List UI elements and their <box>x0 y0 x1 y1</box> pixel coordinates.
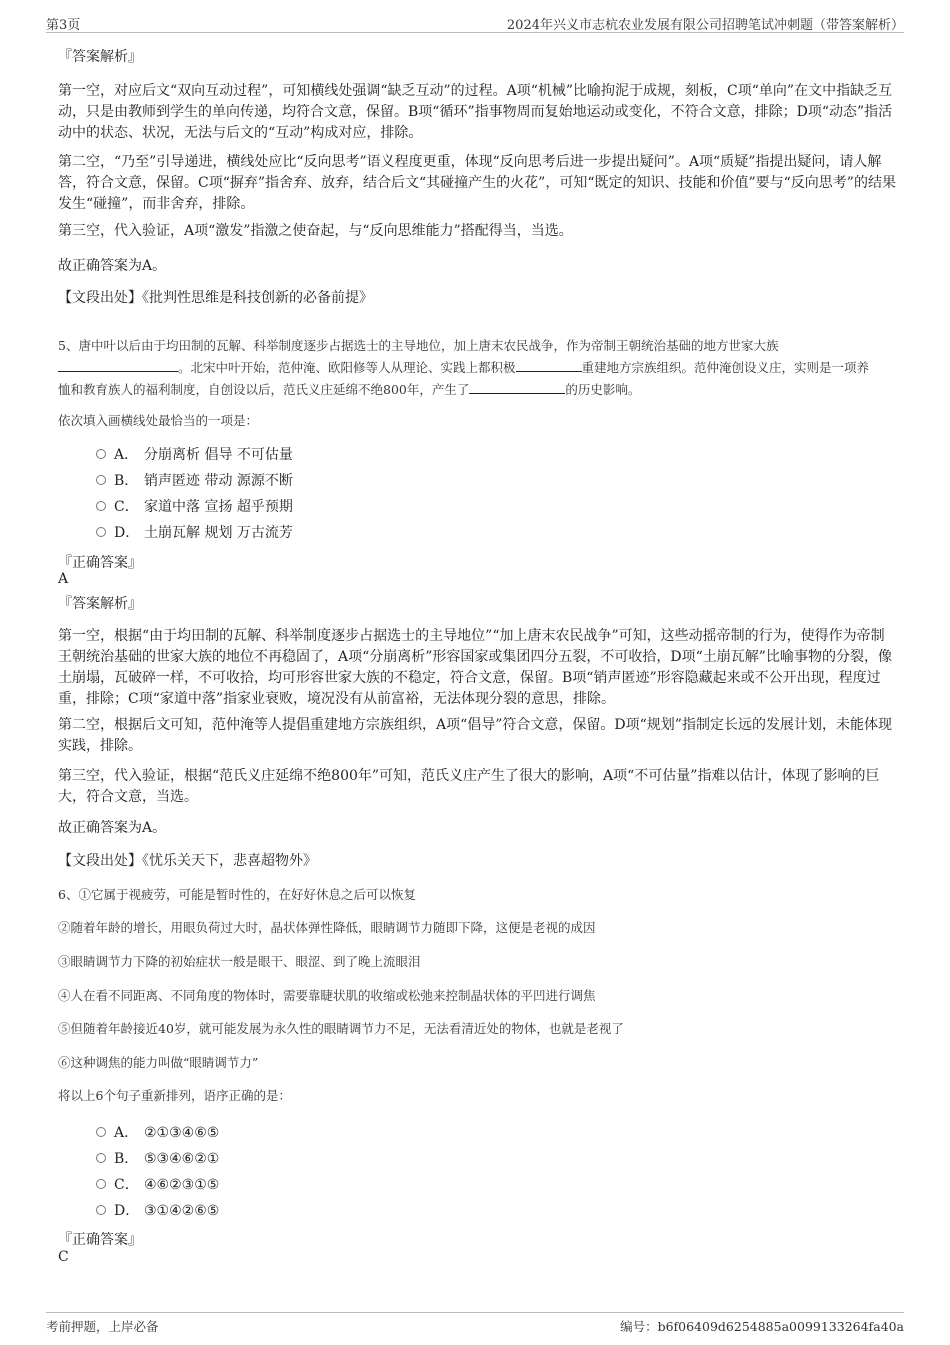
option-letter: D． <box>114 525 140 541</box>
question-5-line-1: 5、唐中叶以后由于均田制的瓦解、科举制度逐步占据选士的主导地位，加上唐末农民战争，作为帝制王朝统治基础的地方世家大族 <box>58 338 779 353</box>
page-number: 第3页 <box>46 18 81 33</box>
option-text: 分崩离析 倡导 不可估量 <box>144 447 293 463</box>
q5-analysis-3: 第三空，代入验证，根据“范氏义庄延绵不绝800年”可知，范氏义庄产生了很大的影响，A项“不可估量”指难以估计，体现了影响的巨大，符合文意，当选。 <box>58 768 880 805</box>
option-text: 家道中落 宣扬 超乎预期 <box>144 499 293 515</box>
q5-option-b[interactable] <box>96 470 293 492</box>
option-text: ④⑥②③①⑤ <box>144 1177 220 1193</box>
option-letter: A． <box>114 1125 139 1141</box>
analysis-paragraph-1: 第一空，对应后文“双向互动过程”，可知横线处强调“缺乏互动”的过程。A项“机械”比喻拘泥于成规，刻板，C项“单向”在文中指缺乏互动，只是由教师到学生的单向传递，均符合文意，保留。B项“循环”指事物周而复始地运动或变化，不符合文意，排除；D项“动态”指活动中的状态、状况，无法与后文的“互动”构成对应，排除。 <box>58 83 893 141</box>
source-citation: 【文段出处】《批判性思维是科技创新的必备前提》 <box>58 290 373 306</box>
question-5-segment: 。北宋中叶开始，范仲淹、欧阳修等人从理论、实践上都积极 <box>178 360 516 375</box>
q6-option-d[interactable] <box>96 1200 219 1222</box>
correct-answer: C <box>58 1249 69 1265</box>
radio-icon[interactable] <box>96 449 106 459</box>
page-footer <box>46 1312 904 1335</box>
option-text: ⑤③④⑥②① <box>144 1151 220 1167</box>
radio-icon[interactable] <box>96 1179 106 1189</box>
question-6-prompt: 将以上6个句子重新排列，语序正确的是： <box>58 1088 291 1103</box>
analysis-label: 『答案解析』 <box>58 596 142 612</box>
question-5-segment: 重建地方宗族组织。范仲淹创设义庄，实则是一项养 <box>581 360 870 375</box>
q6-sentence-5: ⑤但随着年龄接近40岁，就可能发展为永久性的眼睛调节力不足，无法看清近处的物体，也就是老视了 <box>58 1021 624 1036</box>
source-citation: 【文段出处】《忧乐关天下，悲喜超物外》 <box>58 853 317 869</box>
option-text: ②①③④⑥⑤ <box>144 1125 220 1141</box>
document-title: 2024年兴义市志杭农业发展有限公司招聘笔试冲刺题（带答案解析） <box>506 18 904 33</box>
page-header <box>46 12 904 33</box>
analysis-paragraph-3: 第三空，代入验证，A项“激发”指激之使奋起，与“反向思维能力”搭配得当，当选。 <box>58 223 573 239</box>
radio-icon[interactable] <box>96 1153 106 1163</box>
analysis-paragraph-2: 第二空，“乃至”引导递进，横线处应比“反向思考”语义程度更重，体现“反向思考后进一步提出疑问”。A项“质疑”指提出疑问，请人解答，符合文意，保留。C项“摒弃”指舍弃、放弃，结合后文“其碰撞产生的火花”，可知“既定的知识、技能和价值”要与“反向思考”的结果发生“碰撞”，而非舍弃，排除。 <box>58 154 896 212</box>
q5-analysis-1: 第一空，根据“由于均田制的瓦解、科举制度逐步占据选士的主导地位”“加上唐末农民战争”可知，这些动摇帝制的行为，使得作为帝制王朝统治基础的世家大族的地位不再稳固了，A项“分崩离析”形容国家或集团四分五裂，不可收拾，D项“土崩瓦解”比喻事物的分裂，像土崩塌，瓦破碎一样，不可收拾，均可形容世家大族的不稳定，符合文意，保留。B项“销声匿迹”形容隐藏起来或不公开出现，程度过重，排除；C项“家道中落”指家业衰败，境况没有从前富裕，无法体现分裂的意思，排除。 <box>58 628 892 707</box>
q5-analysis-2: 第二空，根据后文可知，范仲淹等人提倡重建地方宗族组织，A项“倡导”符合文意，保留。D项“规划”指制定长远的发展计划，未能体现实践，排除。 <box>58 717 892 754</box>
q6-option-a[interactable] <box>96 1122 219 1144</box>
fill-blank-1 <box>58 359 178 372</box>
analysis-label: 『答案解析』 <box>58 49 142 65</box>
q5-analysis-conclusion: 故正确答案为A。 <box>58 820 167 836</box>
fill-blank-2 <box>516 359 582 372</box>
radio-icon[interactable] <box>96 475 106 485</box>
document-id: 编号：b6f06409d6254885a0099133264fa40a <box>620 1319 904 1334</box>
correct-answer-label: 『正确答案』 <box>58 555 142 571</box>
q6-sentence-3: ③眼睛调节力下降的初始症状一般是眼干、眼涩、到了晚上流眼泪 <box>58 954 421 969</box>
radio-icon[interactable] <box>96 1127 106 1137</box>
q6-sentence-6: ⑥这种调焦的能力叫做“眼睛调节力” <box>58 1055 259 1070</box>
question-5-line-2 <box>58 357 896 379</box>
option-letter: A． <box>114 447 139 463</box>
q6-sentence-1: 6、①它属于视疲劳，可能是暂时性的，在好好休息之后可以恢复 <box>58 887 416 902</box>
q5-option-a[interactable] <box>96 444 293 466</box>
q6-option-c[interactable] <box>96 1174 219 1196</box>
radio-icon[interactable] <box>96 1205 106 1215</box>
option-letter: B． <box>114 473 139 489</box>
option-letter: B． <box>114 1151 139 1167</box>
question-5-line-3 <box>58 379 896 401</box>
option-letter: C． <box>114 1177 139 1193</box>
q6-option-b[interactable] <box>96 1148 219 1170</box>
question-5-prompt: 依次填入画横线处最恰当的一项是： <box>58 413 259 428</box>
option-letter: C． <box>114 499 139 515</box>
question-5-segment: 的历史影响。 <box>565 382 641 397</box>
correct-answer: A <box>58 571 69 587</box>
correct-answer-label: 『正确答案』 <box>58 1232 142 1248</box>
footer-slogan: 考前押题，上岸必备 <box>46 1319 159 1334</box>
question-5-segment: 恤和教育族人的福利制度，自创设以后，范氏义庄延绵不绝800年，产生了 <box>58 382 470 397</box>
fill-blank-3 <box>469 381 565 394</box>
radio-icon[interactable] <box>96 527 106 537</box>
q5-option-c[interactable] <box>96 496 293 518</box>
question-5-text <box>58 335 896 401</box>
option-text: 销声匿迹 带动 源源不断 <box>144 473 293 489</box>
option-text: 土崩瓦解 规划 万古流芳 <box>144 525 293 541</box>
option-text: ③①④②⑥⑤ <box>144 1203 220 1219</box>
q6-sentence-2: ②随着年龄的增长，用眼负荷过大时，晶状体弹性降低，眼睛调节力随即下降，这便是老视的成因 <box>58 920 596 935</box>
radio-icon[interactable] <box>96 501 106 511</box>
q6-sentence-4: ④人在看不同距离、不同角度的物体时，需要靠睫状肌的收缩或松弛来控制晶状体的平凹进行调焦 <box>58 988 596 1003</box>
analysis-conclusion: 故正确答案为A。 <box>58 258 167 274</box>
q5-option-d[interactable] <box>96 522 293 544</box>
option-letter: D． <box>114 1203 140 1219</box>
